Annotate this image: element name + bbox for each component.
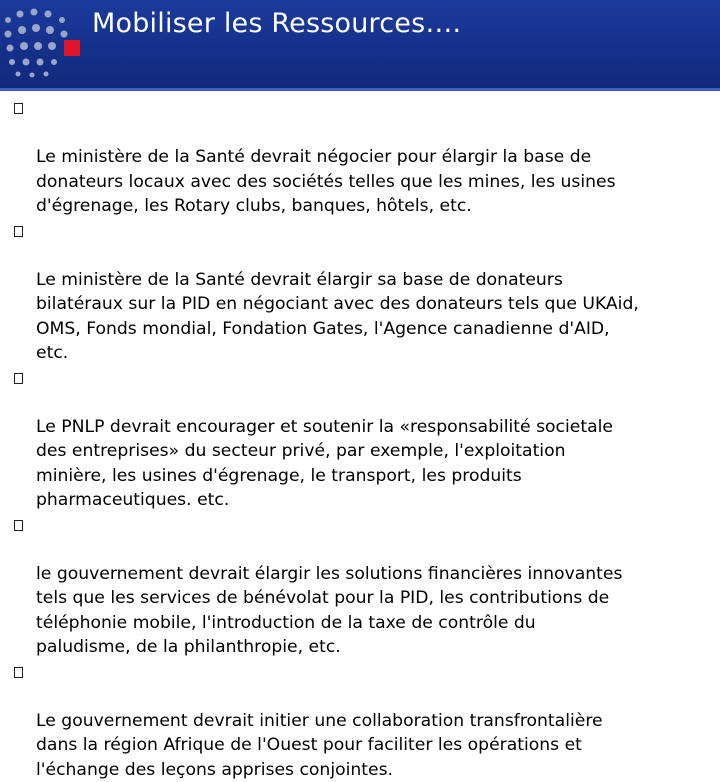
item-text: Le ministère de la Santé devrait élargir sa base de donateurs bilatéraux sur la PID en négociant avec des donateurs tels que UKAid, OMS, Fonds mondial, Fondation Gates, l'Agence canadienne d'AID, etc. — [36, 270, 639, 364]
list-item — [14, 513, 714, 660]
list-item — [14, 219, 714, 366]
list-item — [14, 96, 714, 219]
item-text: Le gouvernement devrait initier une collaboration transfrontalière dans la région Afrique de l'Ouest pour faciliter les opérations et l'échange des leçons apprises conjointes. — [36, 711, 603, 780]
box-bullet-icon — [14, 520, 23, 531]
box-bullet-icon — [14, 103, 23, 114]
item-text: Le PNLP devrait encourager et soutenir la «responsabilité societale des entreprises» du secteur privé, par exemple, l'exploitation minière, les usines d'égrenage, le transport, les produits pharmaceutiques. etc. — [36, 417, 613, 511]
slide-title: Mobiliser les Ressources…. — [92, 8, 461, 39]
list-item — [14, 660, 714, 782]
header-divider — [0, 88, 720, 91]
list-item — [14, 366, 714, 513]
box-bullet-icon — [14, 226, 23, 237]
bullet-list — [14, 92, 714, 782]
item-text: Le ministère de la Santé devrait négocier pour élargir la base de donateurs locaux avec des sociétés telles que les mines, les usines d'égrenage, les Rotary clubs, banques, hôtels, etc. — [36, 147, 616, 216]
box-bullet-icon — [14, 373, 23, 384]
dot-grid-logo-icon — [0, 0, 90, 88]
box-bullet-icon — [14, 667, 23, 678]
title-bar — [0, 0, 720, 88]
item-text: le gouvernement devrait élargir les solutions financières innovantes tels que les services de bénévolat pour la PID, les contributions de téléphonie mobile, l'introduction de la taxe de contrôle du paludisme, de la philanthropie, etc. — [36, 564, 622, 658]
